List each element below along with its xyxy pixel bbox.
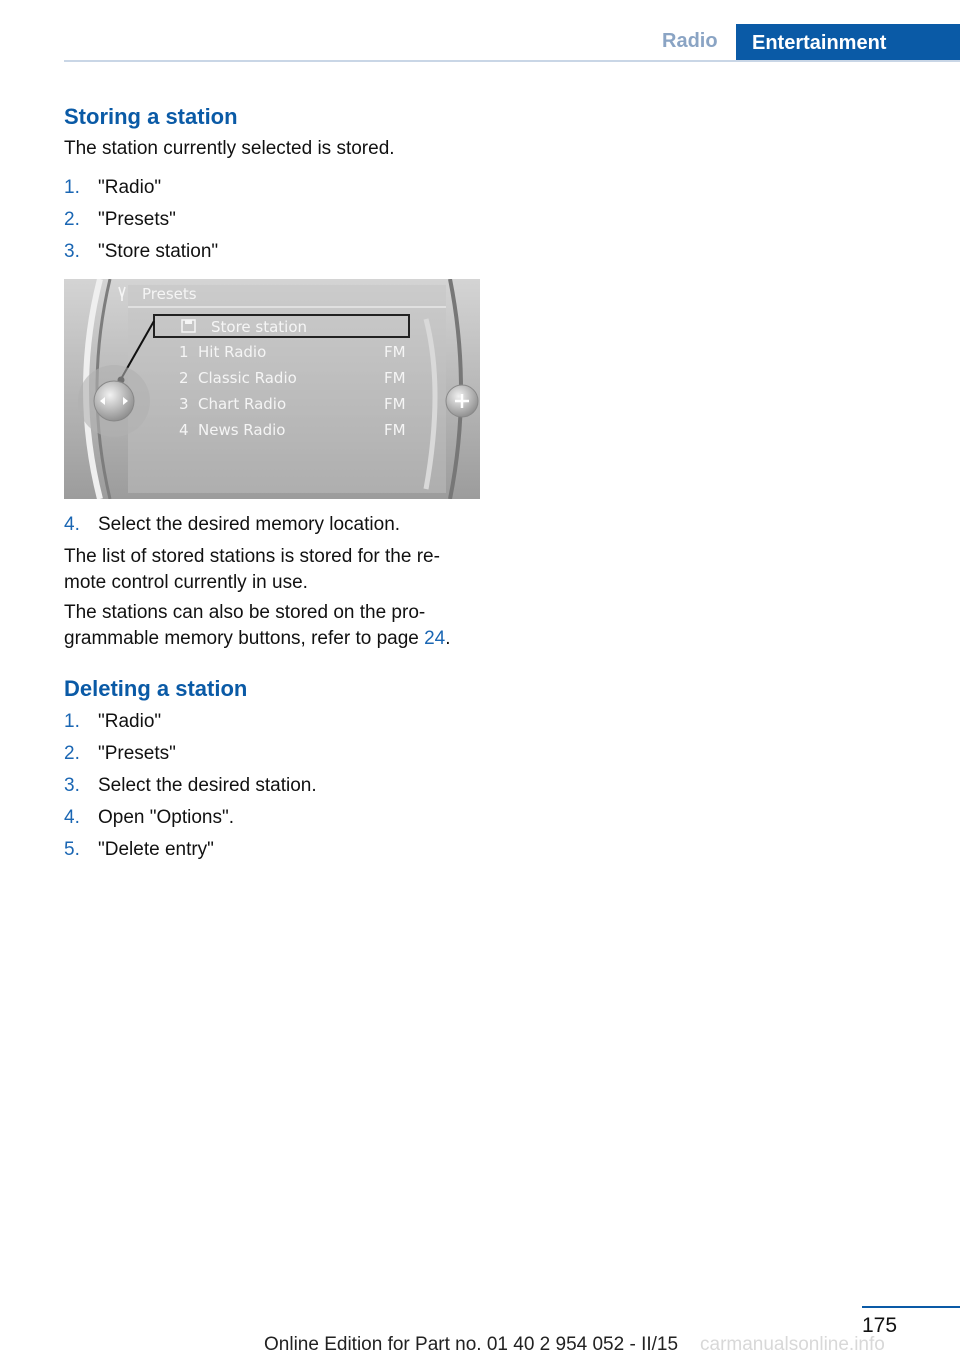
watermark: carmanualsonline.info (700, 1334, 885, 1355)
preset-band: FM (384, 421, 406, 439)
screen-title: Presets (142, 285, 197, 303)
step-number: 1. (64, 177, 80, 198)
preset-number: 4 (179, 421, 189, 439)
preset-number: 1 (179, 343, 189, 361)
controller-knob (78, 365, 150, 437)
step-number: 1. (64, 711, 80, 732)
preset-name: Classic Radio (198, 369, 297, 387)
step-text: "Radio" (98, 177, 162, 198)
deleting-heading: Deleting a station (64, 676, 248, 701)
step-number: 5. (64, 839, 80, 860)
preset-name: Chart Radio (198, 395, 287, 413)
header-chapter-tab: Entertainment (736, 24, 960, 62)
step-number: 3. (64, 775, 80, 796)
presets-screen-figure (64, 279, 480, 499)
step-text: Select the desired memory location. (98, 514, 401, 535)
edition-text: Online Edition for Part no. 01 40 2 954 052 - II/15 (264, 1334, 679, 1355)
step-number: 3. (64, 241, 80, 262)
footer-divider (862, 1306, 960, 1308)
header-section-label: Radio (662, 30, 718, 52)
header-divider (64, 60, 960, 62)
step-text: "Store station" (98, 241, 219, 262)
step-text: "Presets" (98, 209, 176, 230)
preset-band: FM (384, 369, 406, 387)
step-text: "Radio" (98, 711, 162, 732)
storing-heading: Storing a station (64, 104, 238, 129)
step-text: Select the desired station. (98, 775, 317, 796)
store-station-label[interactable]: Store station (211, 318, 308, 336)
preset-number: 3 (179, 395, 189, 413)
step-number: 2. (64, 743, 80, 764)
plus-icon (446, 385, 478, 417)
step-text: "Presets" (98, 743, 176, 764)
preset-name: News Radio (198, 421, 286, 439)
preset-number: 2 (179, 369, 189, 387)
page-reference-link[interactable]: 24 (424, 628, 446, 649)
preset-band: FM (384, 395, 406, 413)
preset-name: Hit Radio (198, 343, 267, 361)
storing-note-remote: The list of stored stations is stored for the re- mote control currently in use. (64, 546, 440, 593)
storing-intro: The station currently selected is stored. (64, 138, 395, 159)
step-number: 4. (64, 514, 80, 535)
step-text: "Delete entry" (98, 839, 214, 860)
preset-band: FM (384, 343, 406, 361)
step-number: 4. (64, 807, 80, 828)
step-text: Open "Options". (98, 807, 235, 828)
storing-note-memory-buttons: The stations can also be stored on the pro- grammable memory buttons, refer to page 24. (64, 602, 451, 649)
page-number: 175 (862, 1314, 898, 1337)
step-number: 2. (64, 209, 80, 230)
